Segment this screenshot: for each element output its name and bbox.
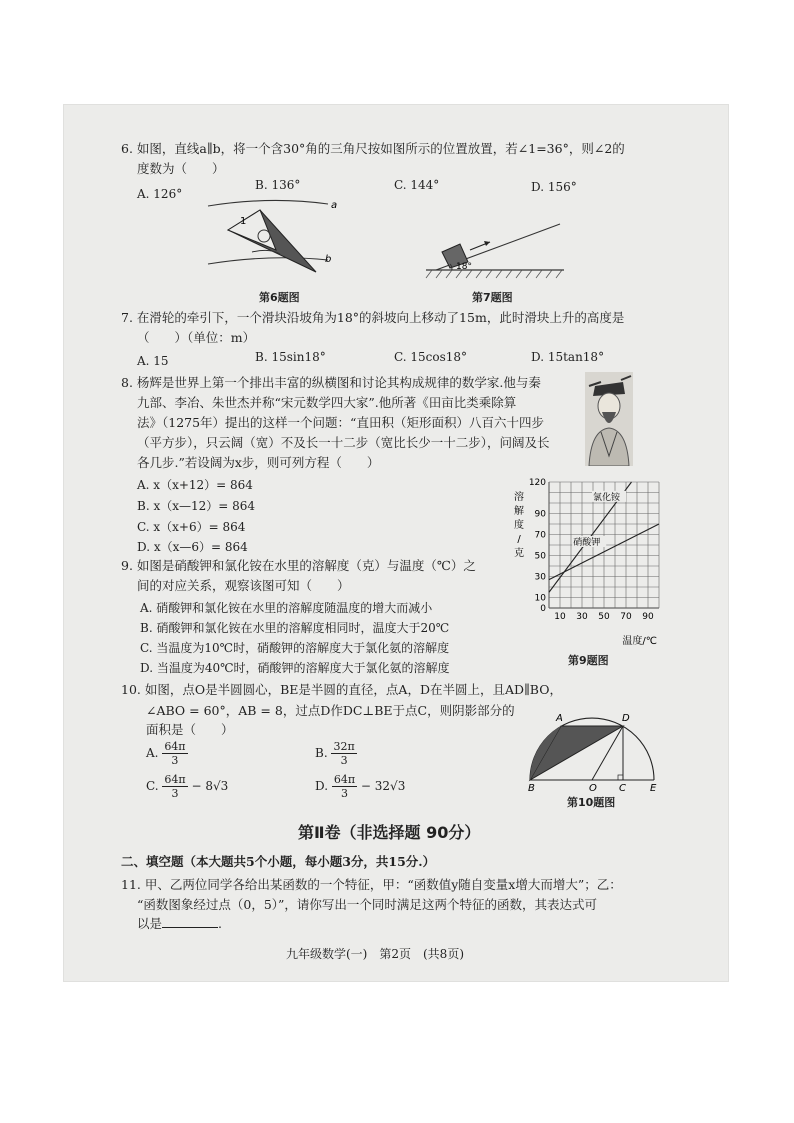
q9-caption: 第9题图 [568, 654, 609, 667]
y-tick-label: 0 [540, 604, 546, 614]
x-tick-label: 10 [554, 612, 566, 622]
series-label-1: 硝酸钾 [573, 538, 601, 548]
q7-option-c: C. 15cos18° [394, 350, 468, 364]
q10-point-c: C [619, 783, 626, 792]
q10-caption: 第10题图 [567, 796, 616, 809]
q11-answer-blank [162, 915, 218, 928]
y-label-char: 度 [514, 520, 524, 531]
y-tick-label: 50 [534, 551, 546, 562]
y-tick-label: 90 [534, 509, 546, 520]
q10-option-b-fraction: $\frac{32\pi}{3}$ [333, 740, 355, 767]
q6-option-d: D. 156° [531, 180, 577, 194]
q10-option-b-label: B. [315, 746, 328, 760]
q9-option-a: A. 硝酸钾和氯化铵在水里的溶解度随温度的增大而减小 [140, 601, 433, 615]
q11-stem-line1: 11. 甲、乙两位同学各给出某函数的一个特征，甲：“函数值y随自变量x增大而增大”；乙： [121, 877, 622, 892]
solubility-chart [509, 474, 671, 654]
page-footer: 九年级数学(一) 第2页 (共8页) [286, 947, 464, 961]
q10-option-c-label: C. [146, 779, 159, 793]
chart-y-axis-label [514, 490, 524, 559]
q11-end: . [218, 916, 222, 931]
y-label-char: 解 [514, 506, 524, 517]
q10-point-o: O [589, 783, 597, 792]
q8-stem-line2: 九部、李冶、朱世杰并称“宋元数学四大家”.他所著《田亩比类乘除算 [137, 395, 517, 410]
section-2-title: 第Ⅱ卷（非选择题 90分） [298, 823, 481, 842]
q10-figure [526, 708, 660, 792]
q8-option-c: C. x（x+6）= 864 [137, 520, 246, 534]
chart-y-ticks [529, 478, 546, 614]
q10-point-a: A [556, 713, 563, 724]
q9-stem-line1: 9. 如图是硝酸钾和氯化铵在水里的溶解度（克）与温度（℃）之 [121, 558, 476, 573]
q10-option-a-fraction: $\frac{64\pi}{3}$ [164, 740, 186, 767]
q10-stem-line2: ∠ABO = 60°，AB = 8，过点D作DC⊥BE于点C，则阴影部分的 [146, 703, 515, 718]
q6-option-c: C. 144° [394, 178, 440, 192]
series-label-2: 氯化铵 [593, 492, 621, 503]
q10-option-d-label: D. [315, 779, 329, 793]
q10-stem-line3: 面积是（ ） [146, 722, 234, 737]
q8-stem-line5: 各几步.”若设阔为x步，则可列方程（ ） [137, 455, 380, 470]
q10-option-a [146, 740, 188, 767]
q7-option-d: D. 15tan18° [531, 350, 605, 364]
q10-point-d: D [622, 713, 630, 724]
q8-stem-line3: 法》（1275年）提出的这样一个问题：“直田积（矩形面积）八百六十四步 [137, 415, 544, 430]
q9-option-d: D. 当温度为40℃时，硝酸钾的溶解度大于氯化氨的溶解度 [140, 661, 450, 675]
q11-stem-line3 [137, 915, 222, 933]
q7-option-b: B. 15sin18° [255, 350, 326, 364]
y-label-char: 溶 [514, 492, 524, 503]
q6-line-a-label: a [331, 200, 338, 211]
q6-caption: 第6题图 [259, 291, 300, 304]
q10-option-c-tail: − 8√3 [191, 779, 229, 793]
q8-option-d: D. x（x—6）= 864 [137, 540, 248, 554]
chart-x-ticks [554, 612, 654, 622]
q10-option-d-tail: − 32√3 [360, 779, 406, 793]
q6-option-a: A. 126° [137, 187, 183, 201]
y-tick-label: 120 [528, 478, 546, 488]
q7-stem-line1: 7. 在滑轮的牵引下，一个滑块沿坡角为18°的斜坡向上移动了15m，此时滑块上升的高度是 [121, 310, 625, 325]
section-2-heading: 二、填空题（本大题共5个小题，每小题3分，共15分.） [121, 854, 436, 869]
q8-option-a: A. x（x+12）= 864 [137, 478, 253, 492]
q6-option-b: B. 136° [255, 178, 301, 192]
q10-point-b: B [528, 783, 535, 792]
x-tick-label: 30 [576, 612, 588, 622]
q6-angle1-label: 1 [240, 216, 247, 227]
q10-option-c-fraction: $\frac{64\pi}{3}$ [164, 773, 186, 800]
q10-option-a-label: A. [146, 746, 159, 760]
q8-stem-line1: 8. 杨辉是世界上第一个排出丰富的纵横图和讨论其构成规律的数学家.他与秦 [121, 375, 541, 390]
q6-figure [200, 192, 350, 284]
y-tick-label: 70 [534, 530, 546, 541]
q7-caption: 第7题图 [472, 291, 513, 304]
q6-stem-line2: 度数为（ ） [137, 161, 225, 176]
q10-option-c [146, 773, 228, 800]
q10-option-d [315, 773, 405, 800]
q9-option-c: C. 当温度为10℃时，硝酸钾的溶解度大于氯化氨的溶解度 [140, 641, 450, 655]
q10-option-b [315, 740, 357, 767]
x-tick-label: 50 [598, 612, 610, 622]
q6-stem-line1: 6. 如图，直线a∥b，将一个含30°角的三角尺按如图所示的位置放置，若∠1=36°，则∠2的 [121, 141, 625, 156]
q8-stem-line4: （平方步），只云阔（宽）不及长一十二步（宽比长少一十二步），问阔及长 [137, 435, 550, 450]
q6-line-b-label: b [325, 254, 332, 265]
chart-x-axis-label: 温度/℃ [622, 636, 657, 647]
q10-option-d-fraction: $\frac{64\pi}{3}$ [333, 773, 356, 800]
q7-figure [418, 196, 568, 286]
x-tick-label: 90 [642, 612, 654, 622]
yang-hui-portrait [585, 372, 633, 466]
q7-option-a: A. 15 [137, 354, 169, 368]
y-tick-label: 10 [534, 593, 546, 604]
q10-stem-line1: 10. 如图，点O是半圆圆心，BE是半圆的直径，点A，D在半圆上，且AD∥BO， [121, 682, 562, 697]
y-label-char: / [517, 534, 521, 545]
q7-angle-label: 18° [456, 262, 472, 272]
q7-stem-line2: （ ）（单位：m） [137, 330, 256, 345]
q11-stem-line2: “函数图象经过点（0，5）”，请你写出一个同时满足这两个特征的函数，其表达式可 [137, 897, 597, 912]
q9-option-b: B. 硝酸钾和氯化铵在水里的溶解度相同时，温度大于20℃ [140, 621, 450, 635]
q9-stem-line2: 间的对应关系，观察该图可知（ ） [137, 578, 350, 593]
q11-prefix: 以是 [137, 916, 163, 931]
x-tick-label: 70 [620, 612, 632, 622]
q10-point-e: E [650, 783, 657, 792]
q8-option-b: B. x（x—12）= 864 [137, 499, 256, 513]
y-label-char: 克 [514, 548, 524, 559]
y-tick-label: 30 [534, 572, 546, 583]
